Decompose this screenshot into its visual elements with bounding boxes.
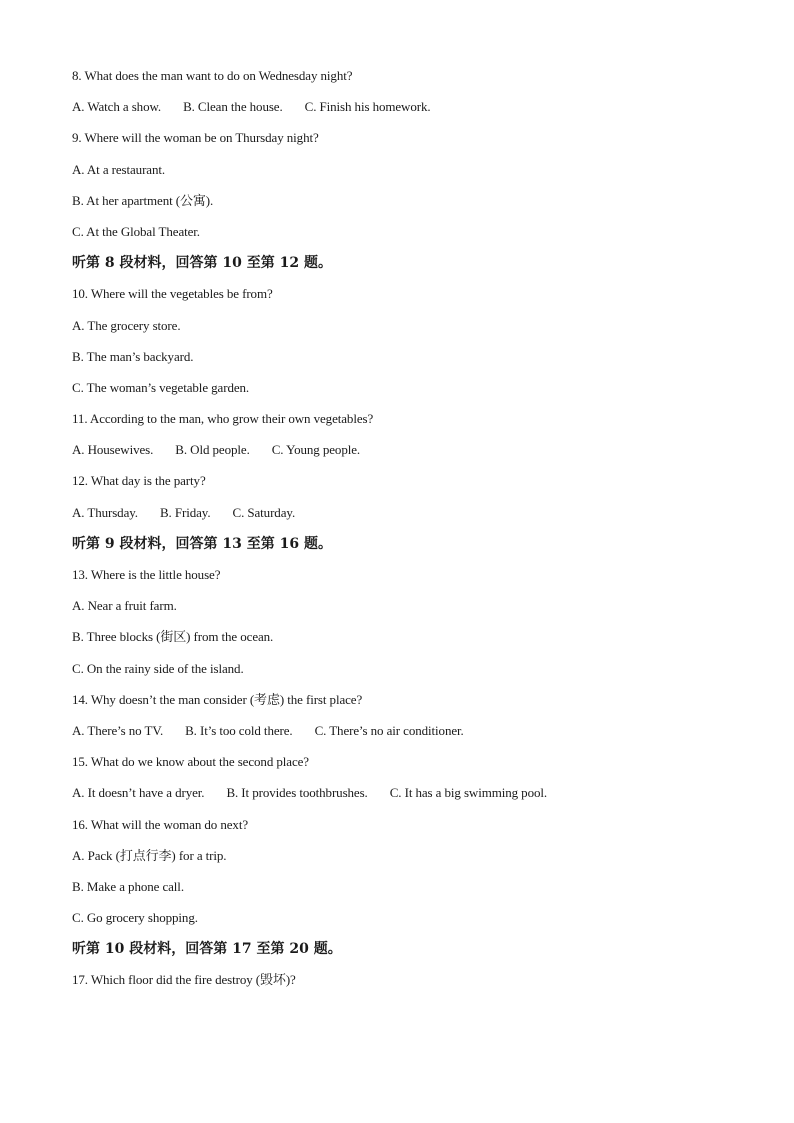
exam-content [72, 65, 752, 1001]
question-text: 15. What do we know about the second place? [72, 754, 309, 770]
answer-option: B. It’s too cold there. [185, 722, 293, 738]
option-row [72, 439, 752, 470]
answer-option: B. Clean the house. [183, 99, 283, 115]
question-text: 16. What will the woman do next? [72, 816, 248, 832]
answer-option: C. At the Global Theater. [72, 223, 200, 239]
question-text: 12. What day is the party? [72, 473, 206, 489]
answer-option: A. At a restaurant. [72, 161, 166, 177]
answer-option: B. It provides toothbrushes. [226, 785, 368, 801]
answer-option: A. Watch a show. [72, 99, 162, 115]
answer-option: A. Housewives. [72, 442, 154, 458]
option-row [72, 96, 752, 127]
question-text: 17. Which floor did the fire destroy (毁坏)? [72, 972, 296, 988]
question-text: 14. Why doesn’t the man consider (考虑) the first place? [72, 691, 363, 707]
answer-option: B. Friday. [159, 504, 211, 520]
answer-option: C. Go grocery shopping. [72, 910, 198, 926]
answer-option: A. Near a fruit farm. [72, 598, 177, 614]
answer-option: B. Three blocks (街区) from the ocean. [72, 629, 274, 645]
section-heading: 听第 9 段材料，回答第 13 至第 16 题。 [72, 535, 332, 552]
answer-option: B. Old people. [175, 442, 250, 458]
question-text: 9. Where will the woman be on Thursday night? [72, 130, 319, 146]
answer-option: B. Make a phone call. [72, 878, 184, 894]
answer-option: A. Thursday. [72, 504, 138, 520]
answer-option: A. It doesn’t have a dryer. [72, 785, 205, 801]
answer-option: A. The grocery store. [72, 317, 181, 333]
question-text: 13. Where is the little house? [72, 567, 221, 582]
answer-option: B. The man’s backyard. [72, 348, 194, 364]
section-heading: 听第 10 段材料，回答第 17 至第 20 题。 [72, 941, 342, 958]
question-text: 11. According to the man, who grow their own vegetables? [72, 411, 374, 427]
answer-option: B. At her apartment (公寓). [72, 192, 214, 208]
question-text: 8. What does the man want to do on Wednesday night? [72, 68, 353, 83]
answer-option: A. Pack (打点行李) for a trip. [72, 847, 227, 863]
option-row [72, 782, 752, 813]
option-row [72, 720, 752, 751]
question-text: 10. Where will the vegetables be from? [72, 286, 273, 302]
answer-option: C. It has a big swimming pool. [389, 785, 548, 801]
answer-option: C. Young people. [271, 442, 361, 458]
answer-option: C. Finish his homework. [304, 99, 431, 115]
answer-option: C. There’s no air conditioner. [314, 722, 464, 738]
option-row [72, 502, 752, 533]
answer-option: C. On the rainy side of the island. [72, 660, 244, 676]
answer-option: C. The woman’s vegetable garden. [72, 379, 250, 395]
answer-option: C. Saturday. [232, 504, 296, 520]
section-heading: 听第 8 段材料，回答第 10 至第 12 题。 [72, 255, 332, 272]
answer-option: A. There’s no TV. [72, 722, 164, 738]
